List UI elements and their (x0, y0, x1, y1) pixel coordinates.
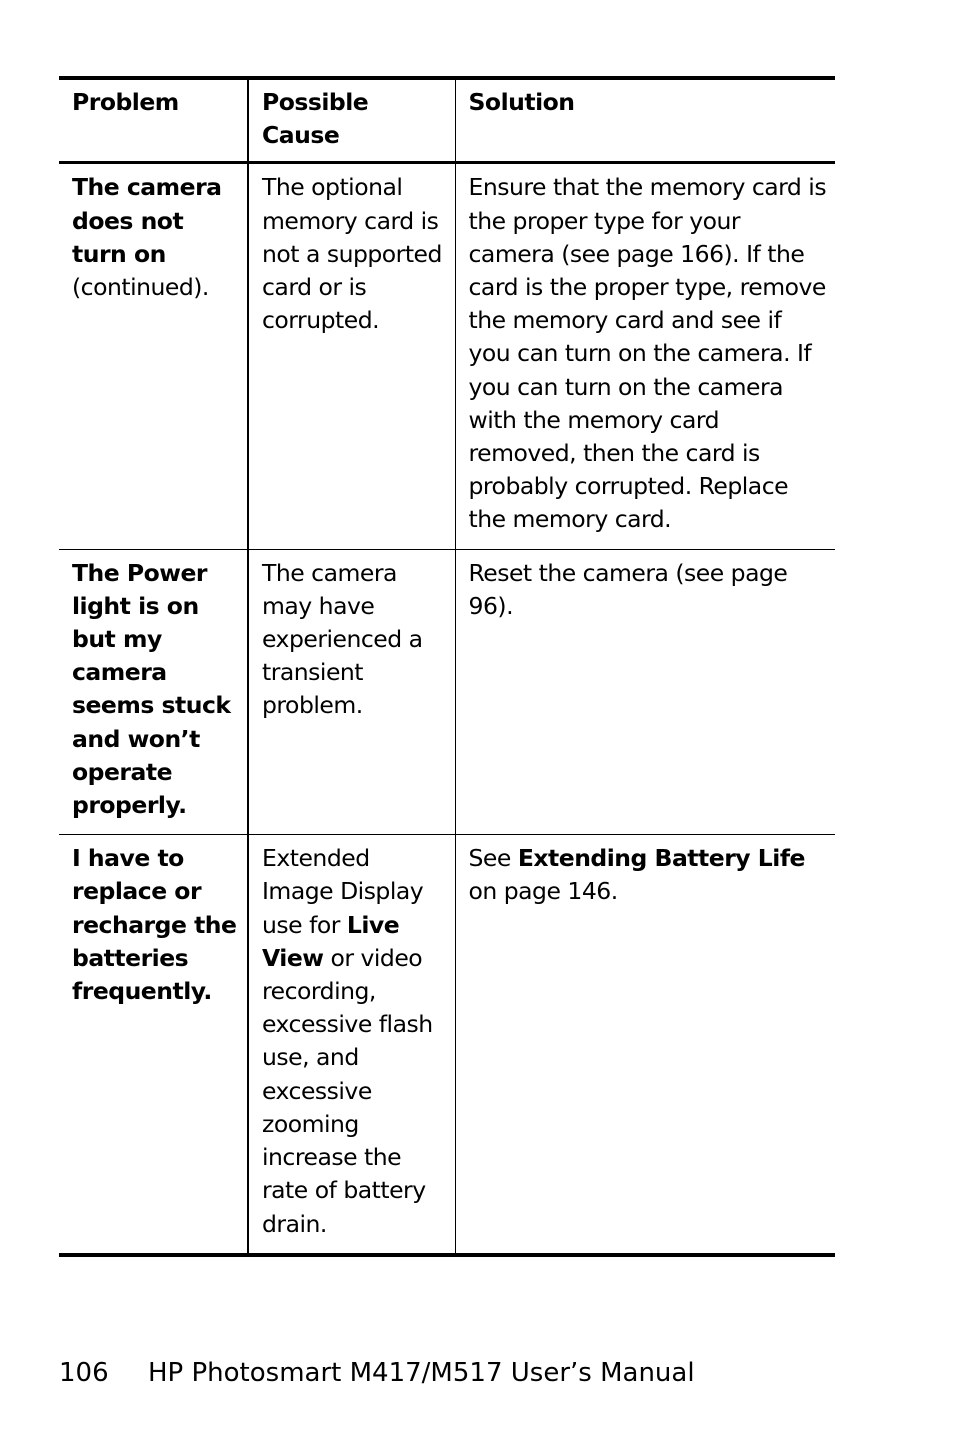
problem-text: The Power light is on but my camera seems stuck and won’t operate properly. (72, 558, 231, 820)
cause-text: The optional memory card is not a supported card or is corrupted. (262, 173, 442, 335)
solution-cell (455, 835, 835, 1255)
cause-cell (248, 163, 455, 549)
solution-text: Reset the camera (see page 96). (468, 558, 788, 620)
solution-crossref: Extending Battery Life (517, 844, 805, 873)
page-number: 106 (59, 1358, 109, 1388)
problem-cell (59, 163, 248, 549)
table-row (59, 549, 835, 835)
troubleshooting-table (59, 76, 835, 1257)
problem-cell (59, 835, 248, 1255)
header-solution: Solution (455, 78, 835, 163)
header-problem: Problem (59, 78, 248, 163)
table-row (59, 835, 835, 1255)
cause-text-bold: Live View (262, 910, 400, 972)
table-header-row (59, 78, 835, 163)
solution-text-pre: See (468, 844, 518, 873)
cause-text: The camera may have experienced a transient problem. (262, 558, 423, 720)
cause-cell (248, 549, 455, 835)
problem-cell (59, 549, 248, 835)
problem-text: I have to replace or recharge the batteries frequently. (72, 844, 237, 1006)
solution-text: Ensure that the memory card is the proper type for your camera (see page 166). If the card is the proper type, remove the memory card and see if you can turn on the camera. If you can turn on the camera with the memory card removed, then the card is probably corrupted. Replace the memory card. (468, 173, 827, 534)
cause-cell (248, 835, 455, 1255)
problem-note: (continued). (72, 273, 209, 302)
header-possible-cause: Possible Cause (248, 78, 455, 163)
solution-cell (455, 163, 835, 549)
problem-text: The camera does not turn on (72, 173, 222, 268)
table-row (59, 163, 835, 549)
manual-title: HP Photosmart M417/M517 User’s Manual (148, 1358, 695, 1388)
solution-cell (455, 549, 835, 835)
page-footer (59, 1356, 695, 1390)
solution-text-post: on page 146. (468, 877, 618, 906)
cause-text-post: or video recording, excessive flash use, and excessive zooming increase the rate of battery drain. (262, 943, 433, 1238)
cause-text-pre: Extended Image Display use for (262, 844, 424, 939)
